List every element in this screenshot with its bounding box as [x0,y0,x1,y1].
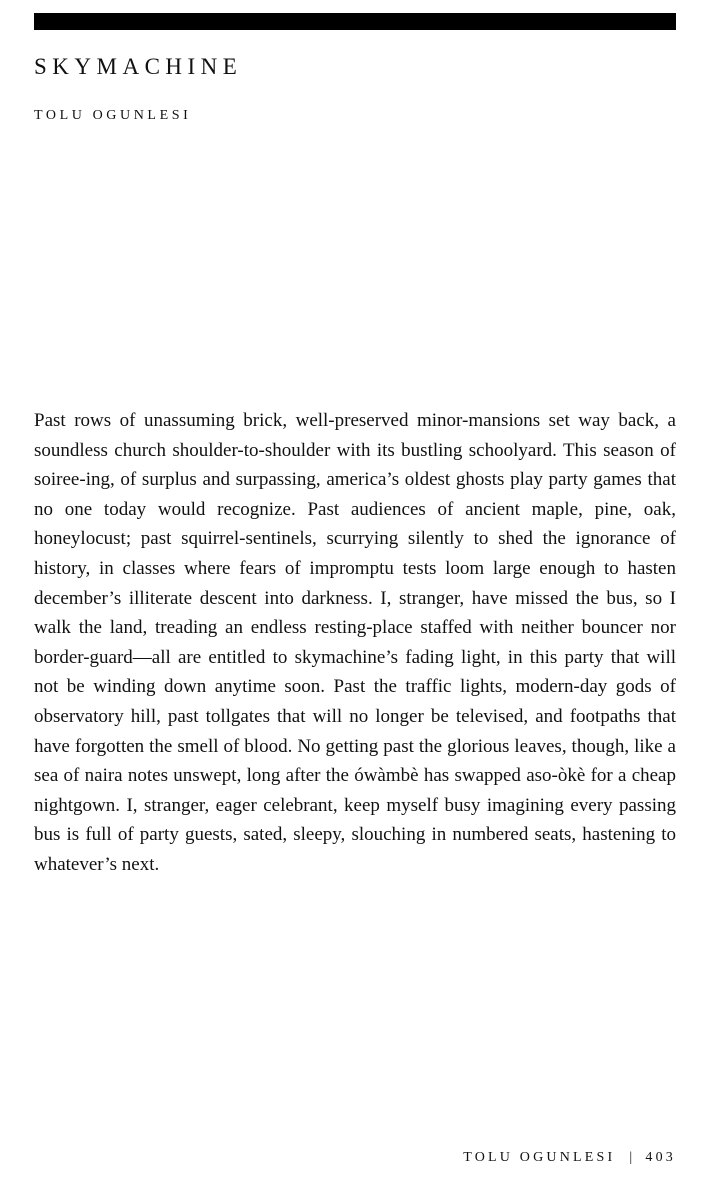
page-number: 403 [645,1150,676,1165]
poem-author: TOLU OGUNLESI [34,108,192,123]
footer-author: TOLU OGUNLESI [463,1150,616,1165]
top-rule [34,13,676,30]
poem-body: Past rows of unassuming brick, well-preserved minor-mansions set way back, a soundless church shoulder-to-shoulder with its bustling schoolyard. This season of soiree-ing, of surplus and surpassing, america’s oldest ghosts play party games that no one today would recognize. Past audiences of ancient maple, pine, oak, honeylocust; past squirrel-sentinels, scurrying silently to shed the ignorance of history, in classes where fears of impromptu tests loom large enough to hasten december’s illiterate descent into darkness. I, stranger, have missed the bus, so I walk the land, treading an endless resting-place staffed with neither bouncer nor border-guard—all are entitled to skymachine’s fading light, in this party that will not be winding down anytime soon. Past the traffic lights, modern-day gods of observatory hill, past tollgates that will no longer be televised, and footpaths that have forgotten the smell of blood. No getting past the glorious leaves, though, like a sea of naira notes unswept, long after the ówàmbè has swapped aso-òkè for a cheap nightgown. I, stranger, eager celebrant, keep myself busy imagining every passing bus is full of party guests, sated, sleepy, slouching in numbered seats, hastening to whatever’s next. [34,410,676,875]
page-footer [463,1148,676,1168]
poem-title: SKYMACHINE [34,54,243,79]
footer-separator: | [629,1150,636,1165]
